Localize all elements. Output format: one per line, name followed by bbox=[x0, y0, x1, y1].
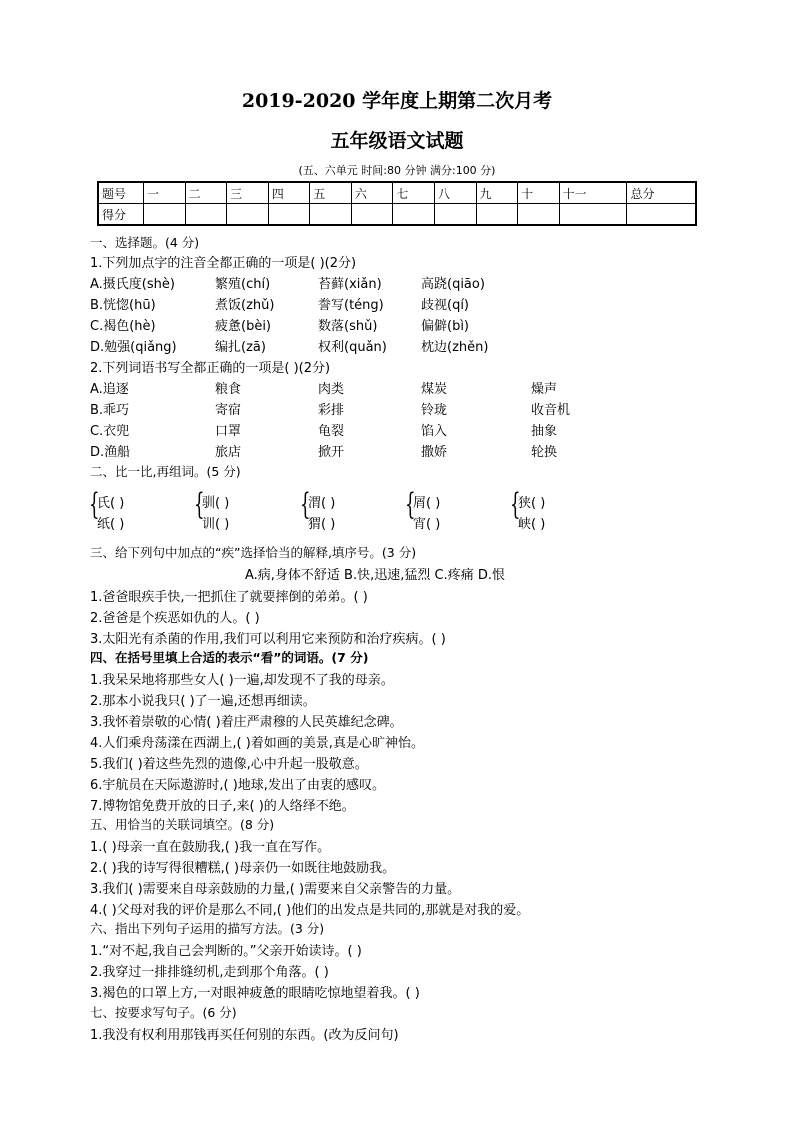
score-header-row bbox=[98, 182, 696, 204]
option-d-1: D.勉强(qiǎng) bbox=[90, 340, 177, 355]
word-c-1: C.衣兜 bbox=[90, 424, 130, 439]
s4-item-1: 1.我呆呆地将那些女人( )一遍,却发现不了我的母亲。 bbox=[90, 673, 394, 688]
word-b-1: B.乖巧 bbox=[90, 403, 130, 418]
score-cell: 十 bbox=[518, 182, 560, 204]
s4-item-6: 6.宇航员在天际遨游时,( )地球,发出了由衷的感叹。 bbox=[90, 778, 385, 793]
brace-icon: { bbox=[300, 487, 311, 522]
s4-item-2: 2.那本小说我只( )了一遍,还想再细读。 bbox=[90, 694, 316, 709]
score-input-cell[interactable] bbox=[268, 204, 310, 226]
score-cell: 五 bbox=[310, 182, 352, 204]
score-input-cell[interactable] bbox=[351, 204, 393, 226]
score-cell: 总分 bbox=[627, 182, 696, 204]
brace-icon: { bbox=[194, 487, 205, 522]
option-c-4: 偏僻(bì) bbox=[421, 319, 470, 334]
option-a-3: 苔藓(xiǎn) bbox=[318, 277, 382, 292]
definition-options: A.病,身体不舒适 B.快,迅速,猛烈 C.疼痛 D.恨 bbox=[245, 568, 505, 583]
score-input-cell[interactable] bbox=[627, 204, 696, 226]
word-a-2: 粮食 bbox=[215, 382, 242, 397]
s4-item-3: 3.我怀着崇敬的心情( )着庄严肃穆的人民英雄纪念碑。 bbox=[90, 715, 403, 730]
score-cell: 得分 bbox=[98, 204, 144, 226]
word-a-1: A.追逐 bbox=[90, 382, 129, 397]
brace-icon: { bbox=[510, 487, 521, 522]
s6-item-2: 2.我穿过一排排缝纫机,走到那个角落。( ) bbox=[90, 965, 329, 980]
word-pair-3-bottom: 猬( ) bbox=[308, 517, 336, 532]
word-b-3: 彩排 bbox=[318, 403, 345, 418]
score-cell: 二 bbox=[185, 182, 227, 204]
s3-item-2: 2.爸爸是个疾恶如仇的人。( ) bbox=[90, 611, 260, 626]
score-cell: 一 bbox=[144, 182, 186, 204]
word-pair-4-top: 屑( ) bbox=[413, 496, 441, 511]
score-input-cell[interactable] bbox=[185, 204, 227, 226]
s5-item-3: 3.我们( )需要来自母亲鼓励的力量,( )需要来自父亲警告的力量。 bbox=[90, 882, 461, 897]
brace-icon: { bbox=[89, 487, 100, 522]
word-b-2: 寄宿 bbox=[215, 403, 242, 418]
score-cell: 七 bbox=[393, 182, 435, 204]
s6-item-3: 3.褐色的口罩上方,一对眼神疲惫的眼睛吃惊地望着我。( ) bbox=[90, 986, 420, 1001]
score-input-cell[interactable] bbox=[476, 204, 518, 226]
option-c-2: 疲惫(bèi) bbox=[215, 319, 272, 334]
option-c-1: C.褐色(hè) bbox=[90, 319, 156, 334]
option-a-1: A.摄氏度(shè) bbox=[90, 277, 175, 292]
score-cell: 八 bbox=[434, 182, 476, 204]
word-pair-2-top: 驯( ) bbox=[202, 496, 230, 511]
option-b-1: B.恍惚(hū) bbox=[90, 298, 156, 313]
section-5-heading: 五、用恰当的关联词填空。(8 分) bbox=[90, 817, 275, 832]
s4-item-4: 4.人们乘舟荡漾在西湖上,( )着如画的美景,真是心旷神怡。 bbox=[90, 736, 424, 751]
word-c-5: 抽象 bbox=[531, 424, 558, 439]
score-input-cell[interactable] bbox=[310, 204, 352, 226]
exam-info: (五、六单元 时间:80 分钟 满分:100 分) bbox=[298, 164, 496, 177]
word-pair-5-bottom: 峡( ) bbox=[518, 517, 546, 532]
score-input-cell[interactable] bbox=[434, 204, 476, 226]
option-d-3: 权利(quǎn) bbox=[318, 340, 387, 355]
option-a-4: 高跷(qiāo) bbox=[421, 277, 485, 292]
section-1-heading: 一、选择题。(4 分) bbox=[90, 235, 200, 250]
question-1: 1.下列加点字的注音全都正确的一项是( )(2分) bbox=[90, 256, 357, 271]
score-cell: 十一 bbox=[559, 182, 627, 204]
score-cell: 三 bbox=[227, 182, 269, 204]
s4-item-5: 5.我们( )着这些先烈的遗像,心中升起一股敬意。 bbox=[90, 757, 368, 772]
option-a-2: 繁殖(chí) bbox=[215, 277, 271, 292]
word-d-4: 撒娇 bbox=[421, 445, 448, 460]
s6-item-1: 1.“对不起,我自己会判断的。”父亲开始读诗。( ) bbox=[90, 944, 362, 959]
word-pair-1-top: 氏( ) bbox=[97, 496, 125, 511]
word-pair-3-top: 渭( ) bbox=[308, 496, 336, 511]
word-b-4: 铃珑 bbox=[421, 403, 448, 418]
option-d-2: 编扎(zā) bbox=[215, 340, 266, 355]
score-input-cell[interactable] bbox=[144, 204, 186, 226]
option-b-4: 歧视(qí) bbox=[421, 298, 470, 313]
brace-icon: { bbox=[405, 487, 416, 522]
word-a-5: 燥声 bbox=[531, 382, 558, 397]
word-c-3: 龟裂 bbox=[318, 424, 345, 439]
s5-item-1: 1.( )母亲一直在鼓励我,( )我一直在写作。 bbox=[90, 840, 331, 855]
word-d-5: 轮换 bbox=[531, 445, 558, 460]
exam-title: 2019-2020 学年度上期第二次月考 bbox=[241, 90, 553, 112]
word-d-3: 掀开 bbox=[318, 445, 345, 460]
word-pair-1-bottom: 纸( ) bbox=[97, 517, 125, 532]
score-table bbox=[97, 181, 697, 226]
option-c-3: 数落(shǔ) bbox=[318, 319, 378, 334]
option-b-2: 煮饭(zhǔ) bbox=[215, 298, 275, 313]
section-6-heading: 六、指出下列句子运用的描写方法。(3 分) bbox=[90, 921, 325, 936]
score-cell: 九 bbox=[476, 182, 518, 204]
score-input-cell[interactable] bbox=[559, 204, 627, 226]
s3-item-1: 1.爸爸眼疾手快,一把抓住了就要摔倒的弟弟。( ) bbox=[90, 590, 368, 605]
exam-subtitle: 五年级语文试题 bbox=[330, 130, 464, 152]
score-value-row bbox=[98, 204, 696, 226]
word-c-4: 馅入 bbox=[421, 424, 448, 439]
score-cell: 题号 bbox=[98, 182, 144, 204]
s3-item-3: 3.太阳光有杀菌的作用,我们可以利用它来预防和治疗疾病。( ) bbox=[90, 632, 446, 647]
score-input-cell[interactable] bbox=[393, 204, 435, 226]
option-b-3: 誊写(téng) bbox=[318, 298, 384, 313]
word-b-5: 收音机 bbox=[531, 403, 571, 418]
score-input-cell[interactable] bbox=[227, 204, 269, 226]
word-pair-2-bottom: 训( ) bbox=[202, 517, 230, 532]
section-7-heading: 七、按要求写句子。(6 分) bbox=[90, 1005, 237, 1020]
word-d-2: 旅店 bbox=[215, 445, 242, 460]
section-3-heading: 三、给下列句中加点的“疾”选择恰当的解释,填序号。(3 分) bbox=[90, 545, 417, 560]
score-cell: 六 bbox=[351, 182, 393, 204]
s7-item-1: 1.我没有权利用那钱再买任何别的东西。(改为反问句) bbox=[90, 1028, 399, 1043]
question-2: 2.下列词语书写全都正确的一项是( )(2分) bbox=[90, 361, 331, 376]
section-2-heading: 二、比一比,再组词。(5 分) bbox=[90, 464, 241, 479]
word-c-2: 口罩 bbox=[215, 424, 242, 439]
word-pair-4-bottom: 宵( ) bbox=[413, 517, 441, 532]
option-d-4: 枕边(zhěn) bbox=[421, 340, 489, 355]
s4-item-7: 7.博物馆免费开放的日子,来( )的人络绎不绝。 bbox=[90, 799, 355, 814]
score-input-cell[interactable] bbox=[518, 204, 560, 226]
word-d-1: D.渔船 bbox=[90, 445, 131, 460]
section-4-heading: 四、在括号里填上合适的表示“看”的词语。(7 分) bbox=[90, 650, 369, 665]
s5-item-2: 2.( )我的诗写得很糟糕,( )母亲仍一如既往地鼓励我。 bbox=[90, 861, 396, 876]
s5-item-4: 4.( )父母对我的评价是那么不同,( )他们的出发点是共同的,那就是对我的爱。 bbox=[90, 903, 530, 918]
score-cell: 四 bbox=[268, 182, 310, 204]
word-pair-5-top: 狭( ) bbox=[518, 496, 546, 511]
word-a-4: 煤炭 bbox=[421, 382, 448, 397]
word-a-3: 肉类 bbox=[318, 382, 345, 397]
